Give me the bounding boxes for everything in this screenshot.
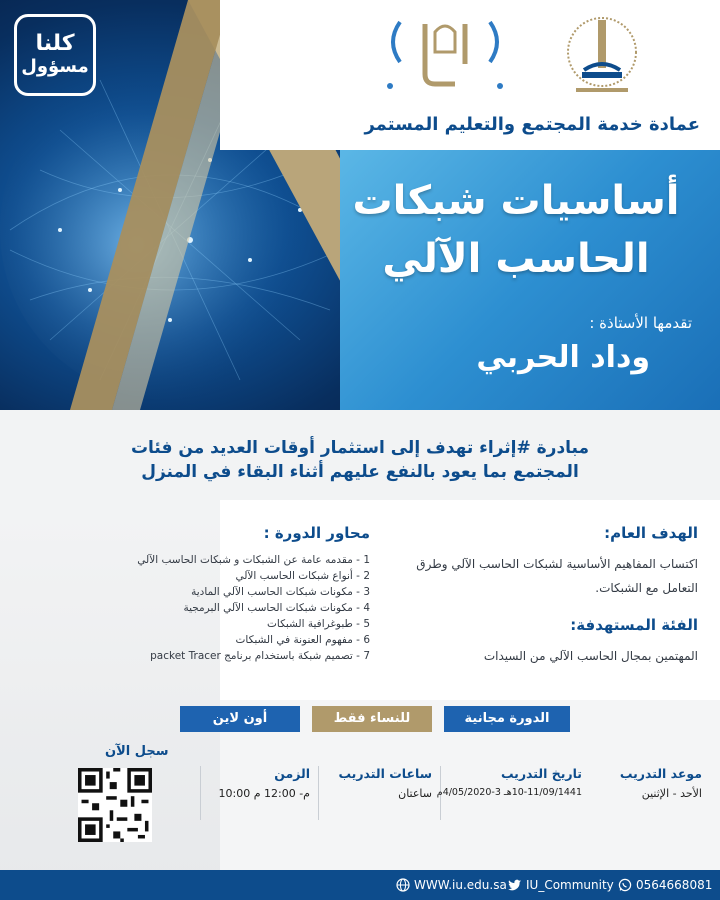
course-axes-block: [100, 524, 370, 664]
training-time-label: الزمن: [274, 766, 310, 781]
presented-by-label: تقدمها الأستاذة :: [589, 314, 692, 332]
training-date-label: تاريخ التدريب: [500, 766, 582, 781]
twitter-link[interactable]: [508, 876, 614, 894]
training-hours-label: ساعات التدريب: [338, 766, 432, 781]
audience-text: المهتمين بمجال الحاسب الآلي من السيدات: [483, 649, 698, 663]
women-only-badge: للنساء فقط: [312, 706, 432, 732]
registration-qr-code[interactable]: [78, 768, 152, 842]
training-time-value: 10:00 م- 12:00 م: [218, 787, 310, 800]
training-day-label: موعد التدريب: [619, 766, 702, 781]
goal-block: [398, 524, 698, 668]
website-text: WWW.iu.edu.sa: [414, 878, 507, 892]
course-title-line1: أساسيات شبكات: [352, 178, 680, 224]
university-seal: [562, 12, 642, 102]
training-date: [436, 766, 590, 820]
training-hours-value: ساعتان: [398, 787, 432, 800]
axes-item: 7 - تصميم شبكة باستخدام برنامج packet Tracer: [150, 650, 370, 662]
training-hours: [318, 766, 440, 820]
axes-item: 3 - مكونات شبكات الحاسب الآلي المادية: [191, 586, 370, 598]
training-day-value: الأحد - الإثنين: [641, 787, 702, 800]
hero-banner: [0, 0, 720, 410]
initiative-text: [0, 410, 720, 500]
axes-item: 1 - مقدمه عامة عن الشبكات و شبكات الحاسب الآلي: [137, 554, 370, 566]
whatsapp-icon: [618, 878, 632, 892]
presenter-name: وداد الحربي: [476, 340, 650, 375]
deanship-name: عمادة خدمة المجتمع والتعليم المستمر: [364, 114, 700, 135]
free-course-badge: الدورة مجانية: [444, 706, 570, 732]
goal-text: اكتساب المفاهيم الأساسية لشبكات الحاسب الآلي وطرق التعامل مع الشبكات.: [416, 557, 698, 595]
axes-item: 5 - طبوغرافية الشبكات: [267, 618, 370, 630]
training-time: [200, 766, 318, 820]
ithraa-logo: [370, 12, 520, 102]
twitter-handle: IU_Community: [526, 878, 614, 892]
register-label[interactable]: سجل الآن: [105, 744, 169, 759]
training-date-value: 10-11/09/1441هـ 3-4/05/2020م: [436, 787, 582, 798]
badges-row: [180, 706, 570, 732]
online-badge: أون لاين: [180, 706, 300, 732]
training-day: [590, 766, 710, 820]
axes-item: 4 - مكونات شبكات الحاسب الآلي البرمجية: [183, 602, 370, 614]
axes-item: 2 - أنواع شبكات الحاسب الآلي: [235, 570, 370, 582]
initiative-line1: مبادرة #إثراء تهدف إلى استثمار أوقات العديد من فئات: [130, 438, 590, 458]
twitter-icon: [508, 878, 522, 892]
initiative-line2: المجتمع بما يعود بالنفع عليهم أثناء البقاء في المنزل: [141, 462, 579, 482]
axes-heading: محاور الدورة :: [263, 524, 370, 542]
globe-icon: [396, 878, 410, 892]
goal-heading: الهدف العام:: [604, 524, 698, 542]
contact-footer: [0, 870, 720, 900]
phone-number: 0564668081: [636, 878, 713, 892]
website-link[interactable]: [396, 876, 507, 894]
course-title: [336, 172, 696, 288]
audience-heading: الفئة المستهدفة:: [570, 616, 698, 634]
kulluna-masool-logo: كلنا مسؤول: [14, 14, 96, 96]
axes-list: [100, 552, 370, 664]
course-title-line2: الحاسب الآلي: [382, 236, 650, 282]
whatsapp-link[interactable]: [618, 876, 712, 894]
axes-item: 6 - مفهوم العنونة في الشبكات: [235, 634, 370, 646]
